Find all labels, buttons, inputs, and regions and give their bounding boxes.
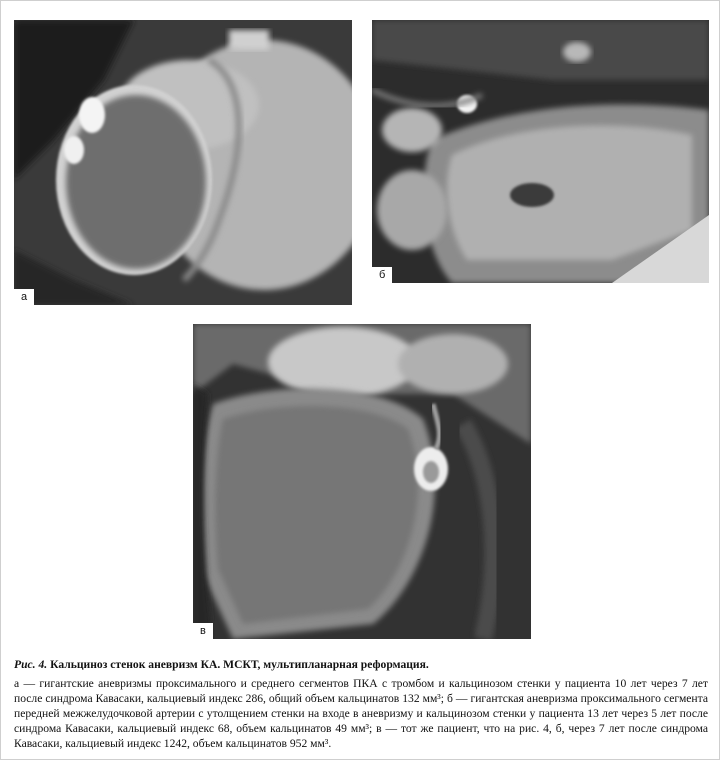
- panel-label-c: в: [193, 623, 213, 639]
- ct-image-panel-a: [14, 20, 352, 305]
- figure-caption: [14, 657, 708, 751]
- caption-title: Кальциноз стенок аневризм КА. МСКТ, мультипланарная реформация.: [50, 658, 429, 671]
- ct-image-panel-b: [372, 20, 709, 283]
- ct-image-c: [193, 324, 531, 639]
- panel-label-a: а: [14, 289, 34, 305]
- ct-image-b: [372, 20, 709, 283]
- panel-label-b: б: [372, 267, 392, 283]
- ct-image-panel-c: [193, 324, 531, 639]
- ct-image-a: [14, 20, 352, 305]
- caption-body: а — гигантские аневризмы проксимального и среднего сегментов ПКА с тромбом и кальцинозом стенки у пациента 10 лет через 7 лет после синдрома Кавасаки, кальциевый индекс 286, общий объем кальцинатов 132 мм³; б — гигантская аневризма проксимального сегмента передней межжелудочковой артерии с утолщением стенки на входе в аневризму и кальцинозом стенки у пациента 13 лет через 5 лет после синдрома Кавасаки, кальциевый индекс 68, объем кальцинатов 49 мм³; в — тот же пациент, что на рис. 4, б, через 7 лет после синдрома Кавасаки, кальциевый индекс 1242, объем кальцинатов 952 мм³.: [14, 677, 708, 750]
- figure-number: Рис. 4.: [14, 658, 48, 671]
- caption-title-line: [14, 657, 708, 672]
